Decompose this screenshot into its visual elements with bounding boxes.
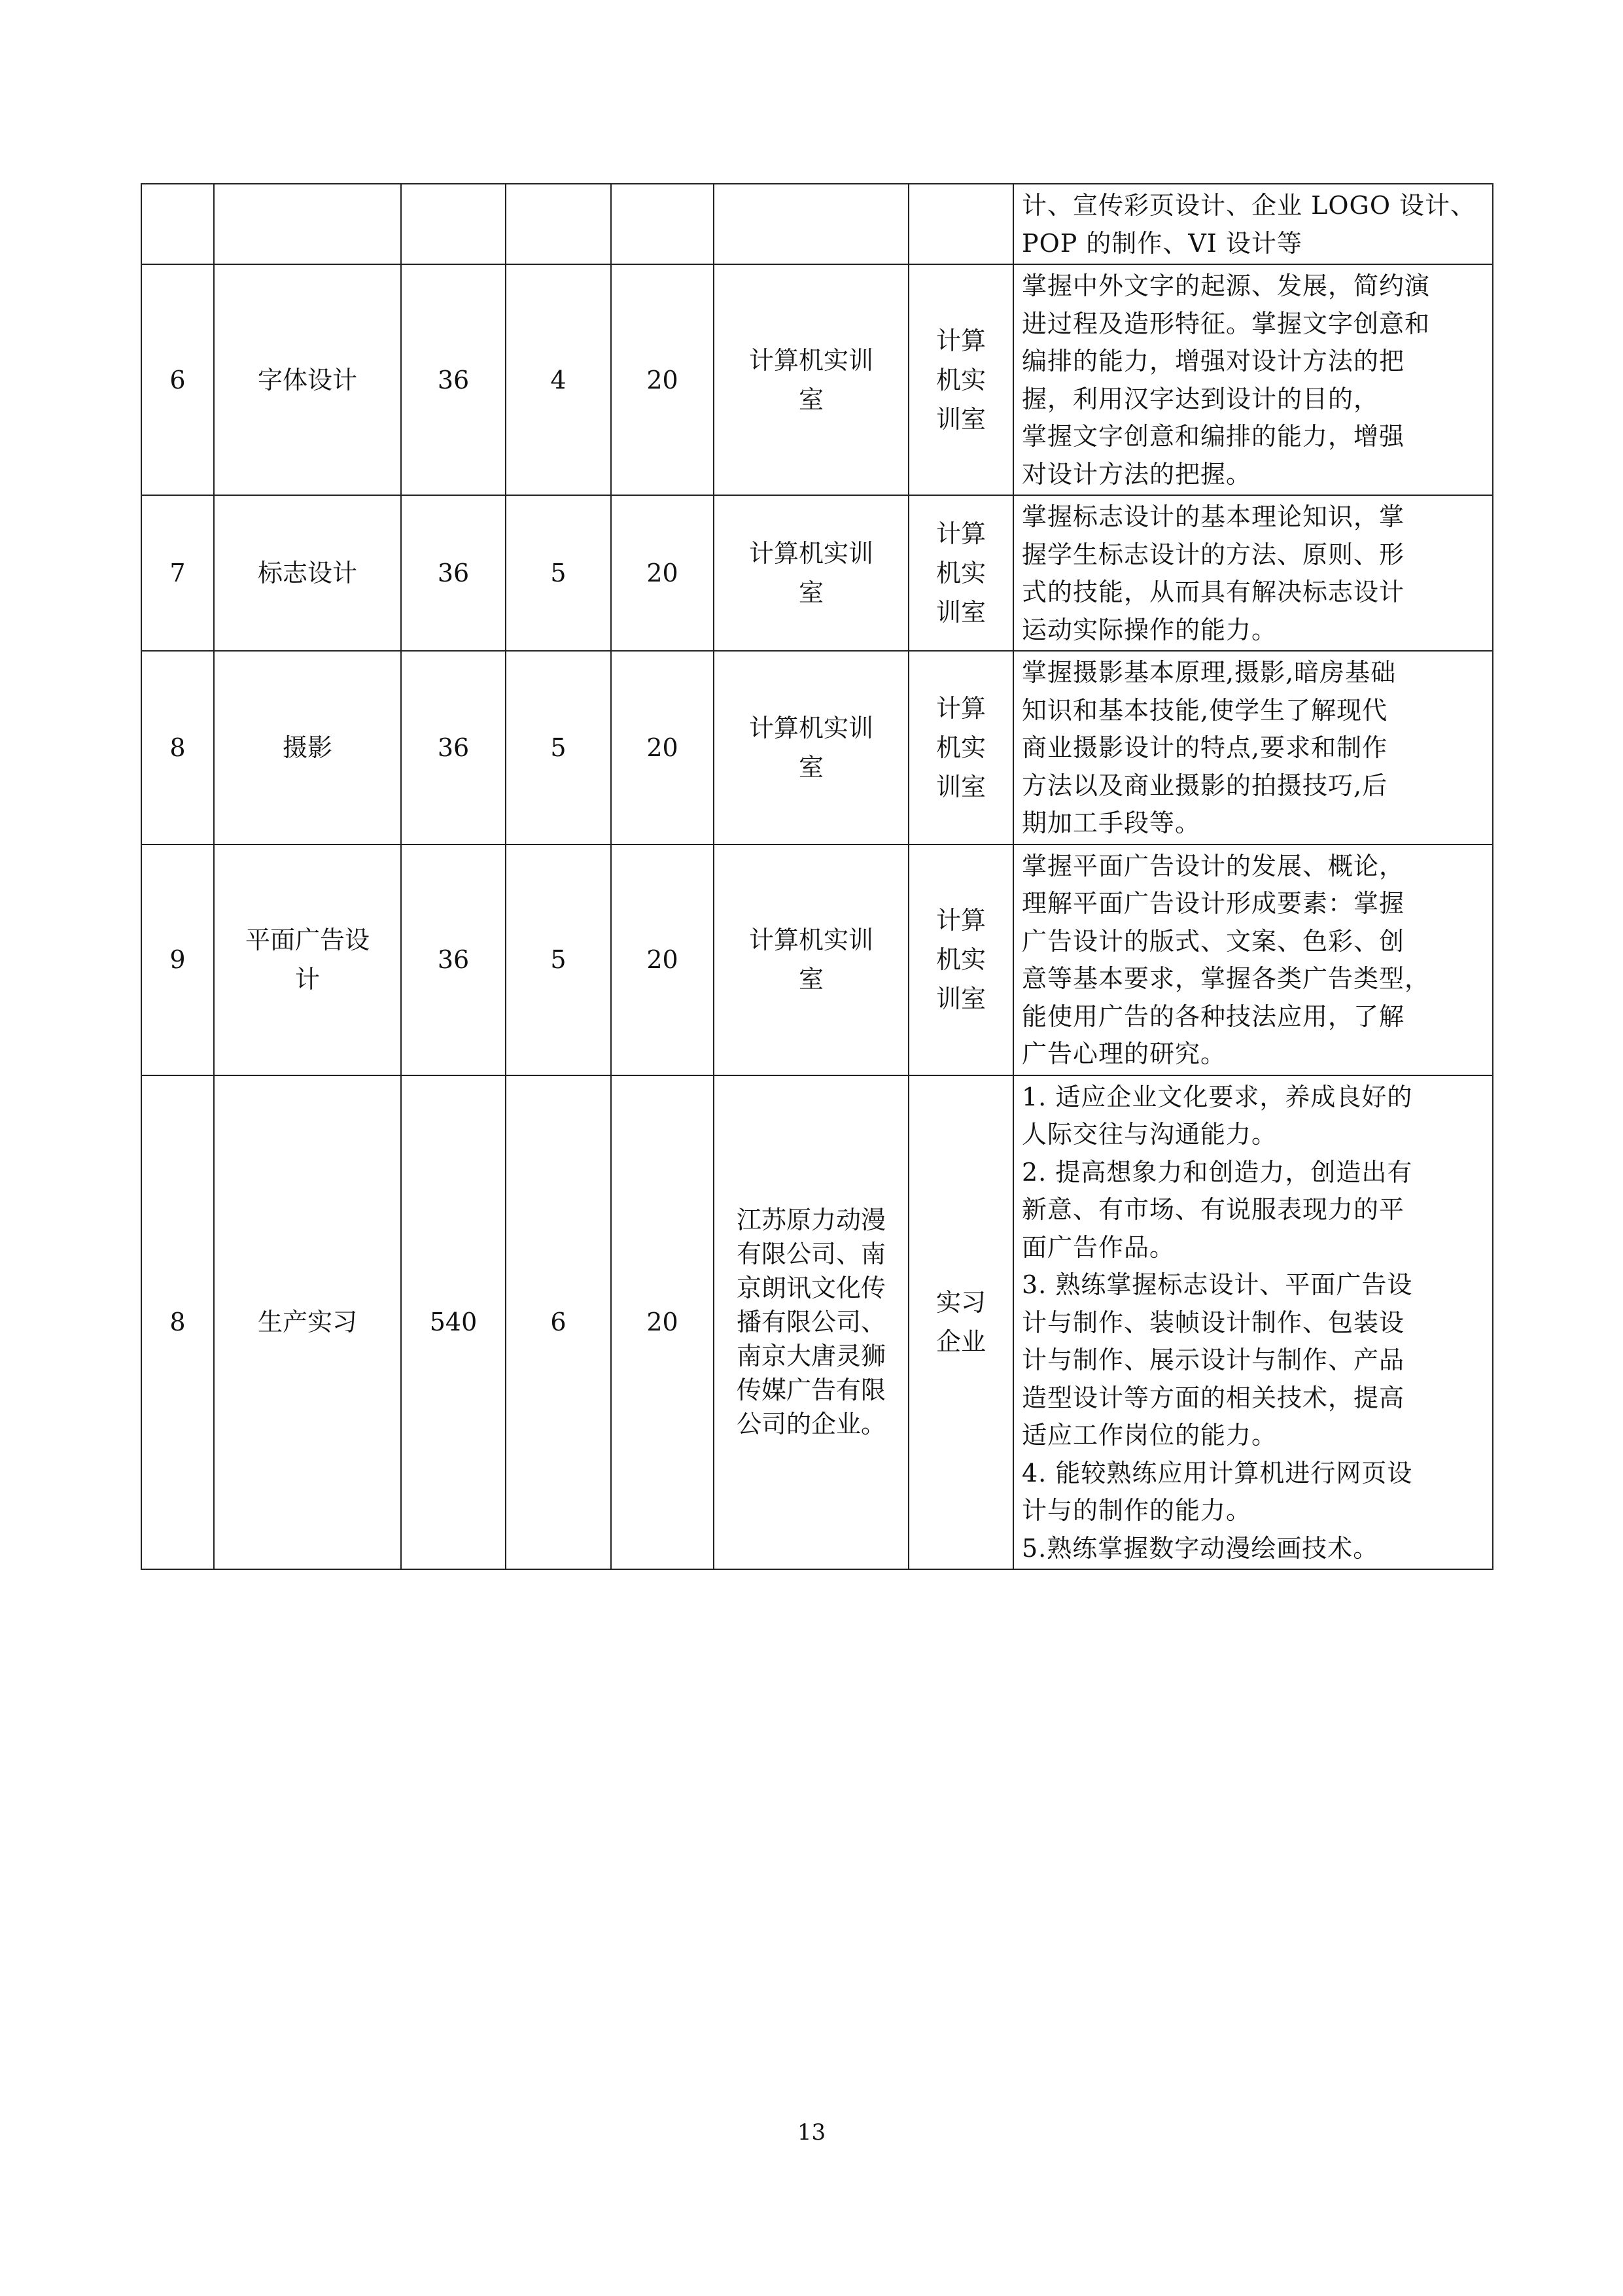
content-line: 广告设计的版式、文案、色彩、创 (1022, 926, 1405, 956)
hours-cell: 36 (401, 264, 506, 495)
course-name-line: 平面广告设 (245, 926, 370, 954)
semester-cell (506, 184, 611, 264)
location-line: 江苏原力动漫 (736, 1206, 886, 1235)
location-cell (714, 495, 909, 651)
venue-line: 机实 (935, 945, 986, 974)
content-cell (1013, 184, 1493, 264)
content-line: 握，利用汉字达到设计的目的， (1022, 384, 1380, 413)
index-cell (141, 184, 214, 264)
content-line: 期加工手段等。 (1022, 809, 1201, 837)
location-line: 南京大唐灵狮 (736, 1342, 886, 1371)
content-cell (1013, 1075, 1493, 1570)
location-cell (714, 184, 909, 264)
content-line: 3. 熟练掌握标志设计、平面广告设 (1022, 1270, 1413, 1299)
hours-cell: 36 (401, 844, 506, 1075)
hours-cell: 540 (401, 1075, 506, 1570)
venue-line: 实习 (935, 1288, 986, 1317)
content-line: 计与制作、展示设计与制作、产品 (1022, 1346, 1405, 1374)
location-line: 室 (798, 752, 824, 782)
index-cell: 7 (141, 495, 214, 651)
table-row (141, 264, 1493, 495)
location-line: 计算机实训 (748, 345, 873, 375)
location-cell (714, 651, 909, 844)
location-line: 计算机实训 (748, 926, 873, 954)
content-line: 掌握中外文字的起源、发展，简约演 (1022, 271, 1431, 300)
content-line: 握学生标志设计的方法、原则、形 (1022, 540, 1405, 569)
venue-line: 计算 (935, 519, 986, 548)
table-row (141, 651, 1493, 844)
location-line: 传媒广告有限 (736, 1376, 886, 1405)
hours-cell (401, 184, 506, 264)
venue-cell (909, 495, 1013, 651)
content-line: POP 的制作、VI 设计等 (1022, 228, 1302, 258)
course-name-cell: 摄影 (214, 651, 401, 844)
location-cell (714, 844, 909, 1075)
venue-line: 训室 (935, 984, 986, 1013)
content-line: 5.熟练掌握数字动漫绘画技术。 (1022, 1533, 1379, 1563)
content-line: 广告心理的研究。 (1022, 1039, 1227, 1068)
location-line: 室 (798, 965, 824, 994)
weeks-cell: 20 (611, 1075, 714, 1570)
venue-cell (909, 1075, 1013, 1570)
content-cell (1013, 844, 1493, 1075)
location-cell (714, 264, 909, 495)
course-name-cell (214, 844, 401, 1075)
venue-line: 计算 (935, 326, 986, 355)
venue-cell (909, 844, 1013, 1075)
table-row (141, 1075, 1493, 1570)
content-cell (1013, 495, 1493, 651)
venue-line: 训室 (935, 404, 986, 434)
content-line: 计与的制作的能力。 (1022, 1496, 1252, 1525)
semester-cell: 6 (506, 1075, 611, 1570)
venue-line: 计算 (935, 693, 986, 723)
content-line: 进过程及造形特征。掌握文字创意和 (1022, 309, 1431, 338)
course-table (141, 183, 1493, 1570)
semester-cell: 5 (506, 495, 611, 651)
index-cell: 8 (141, 1075, 214, 1570)
semester-cell: 5 (506, 844, 611, 1075)
content-line: 面广告作品。 (1022, 1232, 1176, 1262)
content-line: 计与制作、装帧设计制作、包装设 (1022, 1308, 1405, 1337)
index-cell: 9 (141, 844, 214, 1075)
location-line: 播有限公司、 (736, 1308, 886, 1337)
location-line: 室 (798, 385, 824, 414)
content-line: 1. 适应企业文化要求，养成良好的 (1022, 1082, 1413, 1111)
content-line: 掌握摄影基本原理,摄影,暗房基础 (1022, 658, 1397, 687)
location-line: 计算机实训 (748, 713, 873, 742)
content-line: 商业摄影设计的特点,要求和制作 (1022, 733, 1388, 762)
content-line: 计、宣传彩页设计、企业 LOGO 设计、 (1022, 191, 1476, 220)
course-name-cell (214, 184, 401, 264)
content-line: 掌握平面广告设计的发展、概论， (1022, 851, 1405, 880)
hours-cell: 36 (401, 495, 506, 651)
page-number: 13 (797, 2119, 826, 2146)
weeks-cell: 20 (611, 264, 714, 495)
venue-line: 机实 (935, 559, 986, 587)
course-name-line: 计 (294, 965, 320, 994)
weeks-cell: 20 (611, 495, 714, 651)
hours-cell: 36 (401, 651, 506, 844)
venue-line: 企业 (935, 1327, 986, 1357)
content-line: 理解平面广告设计形成要素：掌握 (1022, 889, 1405, 918)
venue-line: 训室 (935, 598, 986, 627)
weeks-cell: 20 (611, 844, 714, 1075)
course-name-cell: 标志设计 (214, 495, 401, 651)
content-line: 能使用广告的各种技法应用，了解 (1022, 1001, 1405, 1031)
venue-cell (909, 651, 1013, 844)
content-line: 方法以及商业摄影的拍摄技巧,后 (1022, 771, 1388, 800)
location-cell (714, 1075, 909, 1570)
venue-cell (909, 264, 1013, 495)
location-line: 京朗讯文化传 (736, 1274, 886, 1303)
content-line: 适应工作岗位的能力。 (1022, 1421, 1278, 1450)
content-line: 意等基本要求，掌握各类广告类型， (1022, 964, 1431, 993)
location-line: 计算机实训 (748, 539, 873, 568)
index-cell: 8 (141, 651, 214, 844)
content-line: 运动实际操作的能力。 (1022, 615, 1278, 644)
location-line: 室 (798, 578, 824, 607)
venue-line: 机实 (935, 733, 986, 762)
content-line: 式的技能，从而具有解决标志设计 (1022, 578, 1405, 606)
table-row (141, 184, 1493, 264)
course-name-cell: 字体设计 (214, 264, 401, 495)
content-cell (1013, 264, 1493, 495)
content-line: 掌握文字创意和编排的能力，增强 (1022, 422, 1405, 451)
location-line: 有限公司、南 (736, 1240, 886, 1269)
index-cell: 6 (141, 264, 214, 495)
weeks-cell (611, 184, 714, 264)
table-row (141, 495, 1493, 651)
content-line: 编排的能力，增强对设计方法的把 (1022, 347, 1405, 375)
semester-cell: 5 (506, 651, 611, 844)
table-row (141, 844, 1493, 1075)
content-line: 造型设计等方面的相关技术，提高 (1022, 1383, 1405, 1412)
content-line: 知识和基本技能,使学生了解现代 (1022, 695, 1388, 725)
content-line: 掌握标志设计的基本理论知识，掌 (1022, 502, 1405, 531)
content-line: 人际交往与沟通能力。 (1022, 1120, 1278, 1149)
content-line: 新意、有市场、有说服表现力的平 (1022, 1195, 1405, 1224)
venue-cell (909, 184, 1013, 264)
venue-line: 机实 (935, 365, 986, 394)
content-cell (1013, 651, 1493, 844)
weeks-cell: 20 (611, 651, 714, 844)
content-line: 对设计方法的把握。 (1022, 459, 1252, 489)
location-line: 公司的企业。 (736, 1410, 886, 1439)
venue-line: 训室 (935, 772, 986, 801)
venue-line: 计算 (935, 906, 986, 935)
content-line: 4. 能较熟练应用计算机进行网页设 (1022, 1458, 1413, 1487)
semester-cell: 4 (506, 264, 611, 495)
content-line: 2. 提高想象力和创造力，创造出有 (1022, 1157, 1413, 1187)
course-name-cell: 生产实习 (214, 1075, 401, 1570)
